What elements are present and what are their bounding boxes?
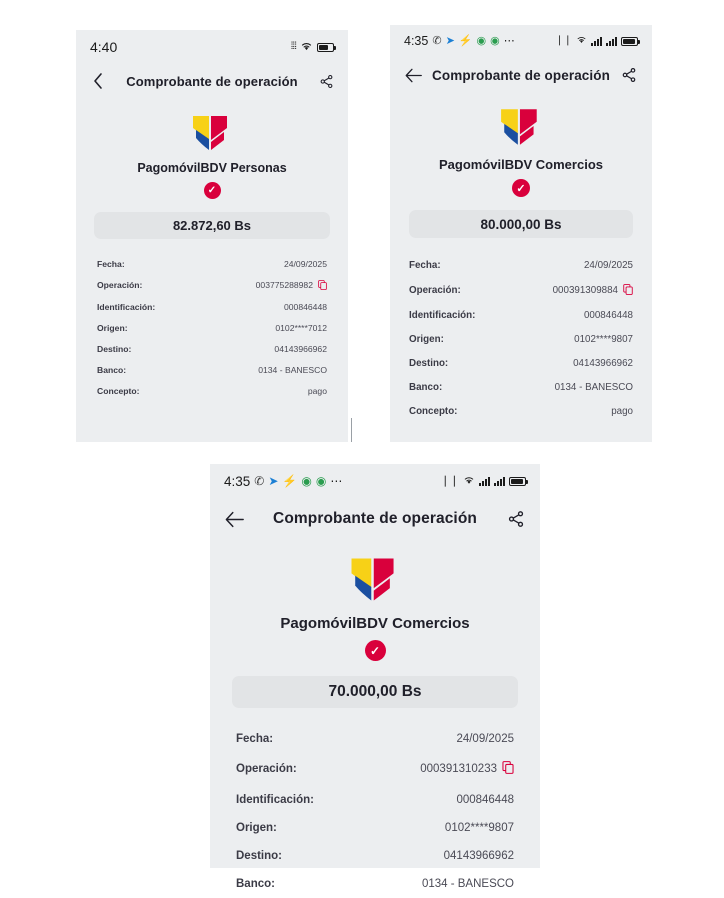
status-bar [210, 464, 540, 498]
row-label: Concepto: [409, 406, 458, 418]
row-value-group [256, 280, 327, 292]
row-value: 0102****9807 [444, 821, 514, 834]
status-bar-right [555, 35, 638, 47]
table-row [97, 339, 327, 360]
wifi-icon [300, 41, 313, 54]
row-label: Banco: [97, 365, 127, 376]
row-value: pago [611, 406, 633, 418]
row-value: pago [307, 386, 327, 397]
battery-icon [317, 43, 334, 52]
row-label: Destino: [97, 344, 132, 355]
success-check-icon: ✓ [365, 640, 386, 661]
table-row [236, 725, 514, 753]
row-value: 04143966962 [573, 358, 633, 370]
row-label: Fecha: [236, 733, 274, 745]
copy-icon[interactable] [502, 761, 514, 778]
table-row [236, 753, 514, 786]
receipt-screen-comercios-70000 [210, 464, 540, 890]
signal-dots-icon: ⁞⁞⁞ [290, 41, 296, 52]
row-label: Banco: [409, 382, 443, 394]
table-row [409, 400, 633, 424]
share-icon[interactable] [619, 65, 639, 85]
table-row [409, 253, 633, 277]
row-label: Origen: [97, 323, 128, 334]
status-icon-wrap [76, 182, 348, 199]
row-value: 24/09/2025 [583, 259, 633, 271]
table-row [97, 318, 327, 339]
detail-rows [390, 238, 652, 424]
row-value: 000391310233 [420, 763, 497, 776]
table-row [97, 253, 327, 274]
status-clock: 4:35 [404, 34, 429, 48]
status-bar-left [90, 39, 117, 55]
amount-value: 70.000,00 Bs [232, 676, 518, 708]
receipt-screen-personas [76, 30, 348, 442]
status-bar-left [224, 474, 342, 489]
row-label: Destino: [409, 358, 449, 370]
brand-name: PagomóvilBDV Personas [137, 161, 287, 175]
table-row [409, 352, 633, 376]
battery-icon [509, 477, 526, 486]
arrow-left-icon[interactable] [223, 508, 245, 530]
row-value: 003775288982 [255, 280, 313, 291]
row-label: Destino: [236, 849, 282, 862]
copy-icon[interactable] [623, 284, 633, 298]
table-row [409, 328, 633, 352]
app-bar [210, 498, 540, 540]
page-title: Comprobante de operación [273, 510, 477, 527]
row-value: 24/09/2025 [283, 258, 327, 269]
row-label: Origen: [409, 334, 444, 346]
table-row [97, 381, 327, 402]
table-row [236, 786, 514, 814]
flash-icon: ⚡ [282, 474, 298, 488]
table-row [97, 297, 327, 318]
row-label: Fecha: [97, 258, 125, 269]
row-value: 000391309884 [552, 284, 618, 296]
signal-icon [591, 36, 602, 46]
row-value: 04143966962 [274, 344, 327, 355]
message-icon: ✆ [254, 474, 265, 488]
vibrate-icon: ❘❘ [555, 35, 572, 46]
row-value: 0134 - BANESCO [554, 382, 633, 394]
wifi-icon [463, 475, 475, 487]
status-bar-left [404, 34, 515, 48]
detail-rows [210, 708, 540, 898]
row-label: Operación: [409, 284, 461, 296]
row-value: 000846448 [456, 793, 514, 806]
signal-icon [606, 36, 617, 46]
row-value-group [420, 761, 514, 778]
sync-icon: ◉ [315, 474, 327, 488]
status-bar-right [291, 41, 334, 54]
sync-icon: ◉ [490, 34, 500, 47]
row-label: Identificación: [409, 310, 476, 322]
sync-icon: ◉ [476, 34, 487, 47]
screenshot-edge-artifact [351, 418, 352, 442]
table-row [236, 870, 514, 898]
flash-icon: ⚡ [458, 34, 473, 47]
amount-value: 80.000,00 Bs [409, 210, 633, 238]
row-value: 0134 - BANESCO [258, 365, 327, 376]
wifi-icon [576, 35, 587, 47]
app-bar [76, 64, 348, 98]
logo-wrap [76, 114, 348, 152]
row-value: 000846448 [283, 302, 327, 313]
status-bar [390, 25, 652, 57]
sync-icon: ◉ [301, 474, 312, 488]
share-icon[interactable] [505, 508, 527, 530]
battery-icon [621, 37, 638, 46]
message-icon: ✆ [432, 34, 442, 47]
row-label: Identificación: [236, 793, 314, 806]
table-row [97, 274, 327, 297]
status-clock: 4:35 [224, 473, 251, 489]
brand-name: PagomóvilBDV Comercios [439, 157, 603, 172]
copy-icon[interactable] [318, 280, 327, 292]
table-row [409, 304, 633, 328]
brand-name: PagomóvilBDV Comercios [280, 615, 470, 632]
row-value: 000846448 [583, 310, 633, 322]
row-label: Banco: [236, 877, 275, 890]
status-clock: 4:40 [90, 39, 118, 55]
page-title: Comprobante de operación [432, 67, 610, 83]
send-icon: ➤ [445, 34, 455, 47]
more-icon: ⋯ [330, 474, 343, 488]
signal-icon [479, 476, 490, 486]
table-row [409, 376, 633, 400]
pagomovil-logo [191, 114, 233, 152]
app-bar [390, 57, 652, 93]
vibrate-icon: ❘❘ [440, 474, 459, 487]
chevron-left-icon[interactable] [89, 72, 107, 90]
receipt-screen-comercios-80000 [390, 25, 652, 442]
row-value: 0134 - BANESCO [421, 877, 514, 890]
arrow-left-icon[interactable] [403, 65, 423, 85]
signal-icon [494, 476, 505, 486]
row-value: 0102****7012 [275, 323, 327, 334]
row-value: 24/09/2025 [456, 733, 514, 745]
detail-rows [76, 239, 348, 402]
success-check-icon: ✓ [512, 179, 530, 197]
logo-wrap [390, 107, 652, 147]
row-label: Origen: [236, 821, 277, 834]
table-row [97, 360, 327, 381]
row-value: 0102****9807 [574, 334, 633, 346]
page-title: Comprobante de operación [126, 73, 298, 89]
table-row [409, 277, 633, 304]
pagomovil-logo [499, 107, 543, 147]
table-row [236, 814, 514, 842]
status-bar-right [441, 475, 526, 487]
amount-value: 82.872,60 Bs [94, 212, 330, 239]
send-icon: ➤ [268, 474, 279, 488]
row-value-group [553, 284, 633, 298]
row-label: Fecha: [409, 259, 441, 271]
row-label: Identificación: [97, 302, 156, 313]
status-bar [76, 30, 348, 64]
row-label: Operación: [236, 763, 297, 776]
row-label: Concepto: [97, 386, 140, 397]
row-value: 04143966962 [443, 849, 514, 862]
more-icon: ⋯ [503, 34, 515, 47]
row-label: Operación: [97, 280, 143, 291]
logo-wrap [210, 556, 540, 603]
status-icon-wrap [210, 640, 540, 661]
table-row [236, 842, 514, 870]
status-icon-wrap [390, 179, 652, 197]
share-icon[interactable] [317, 72, 335, 90]
pagomovil-logo [349, 556, 401, 603]
success-check-icon: ✓ [204, 182, 221, 199]
